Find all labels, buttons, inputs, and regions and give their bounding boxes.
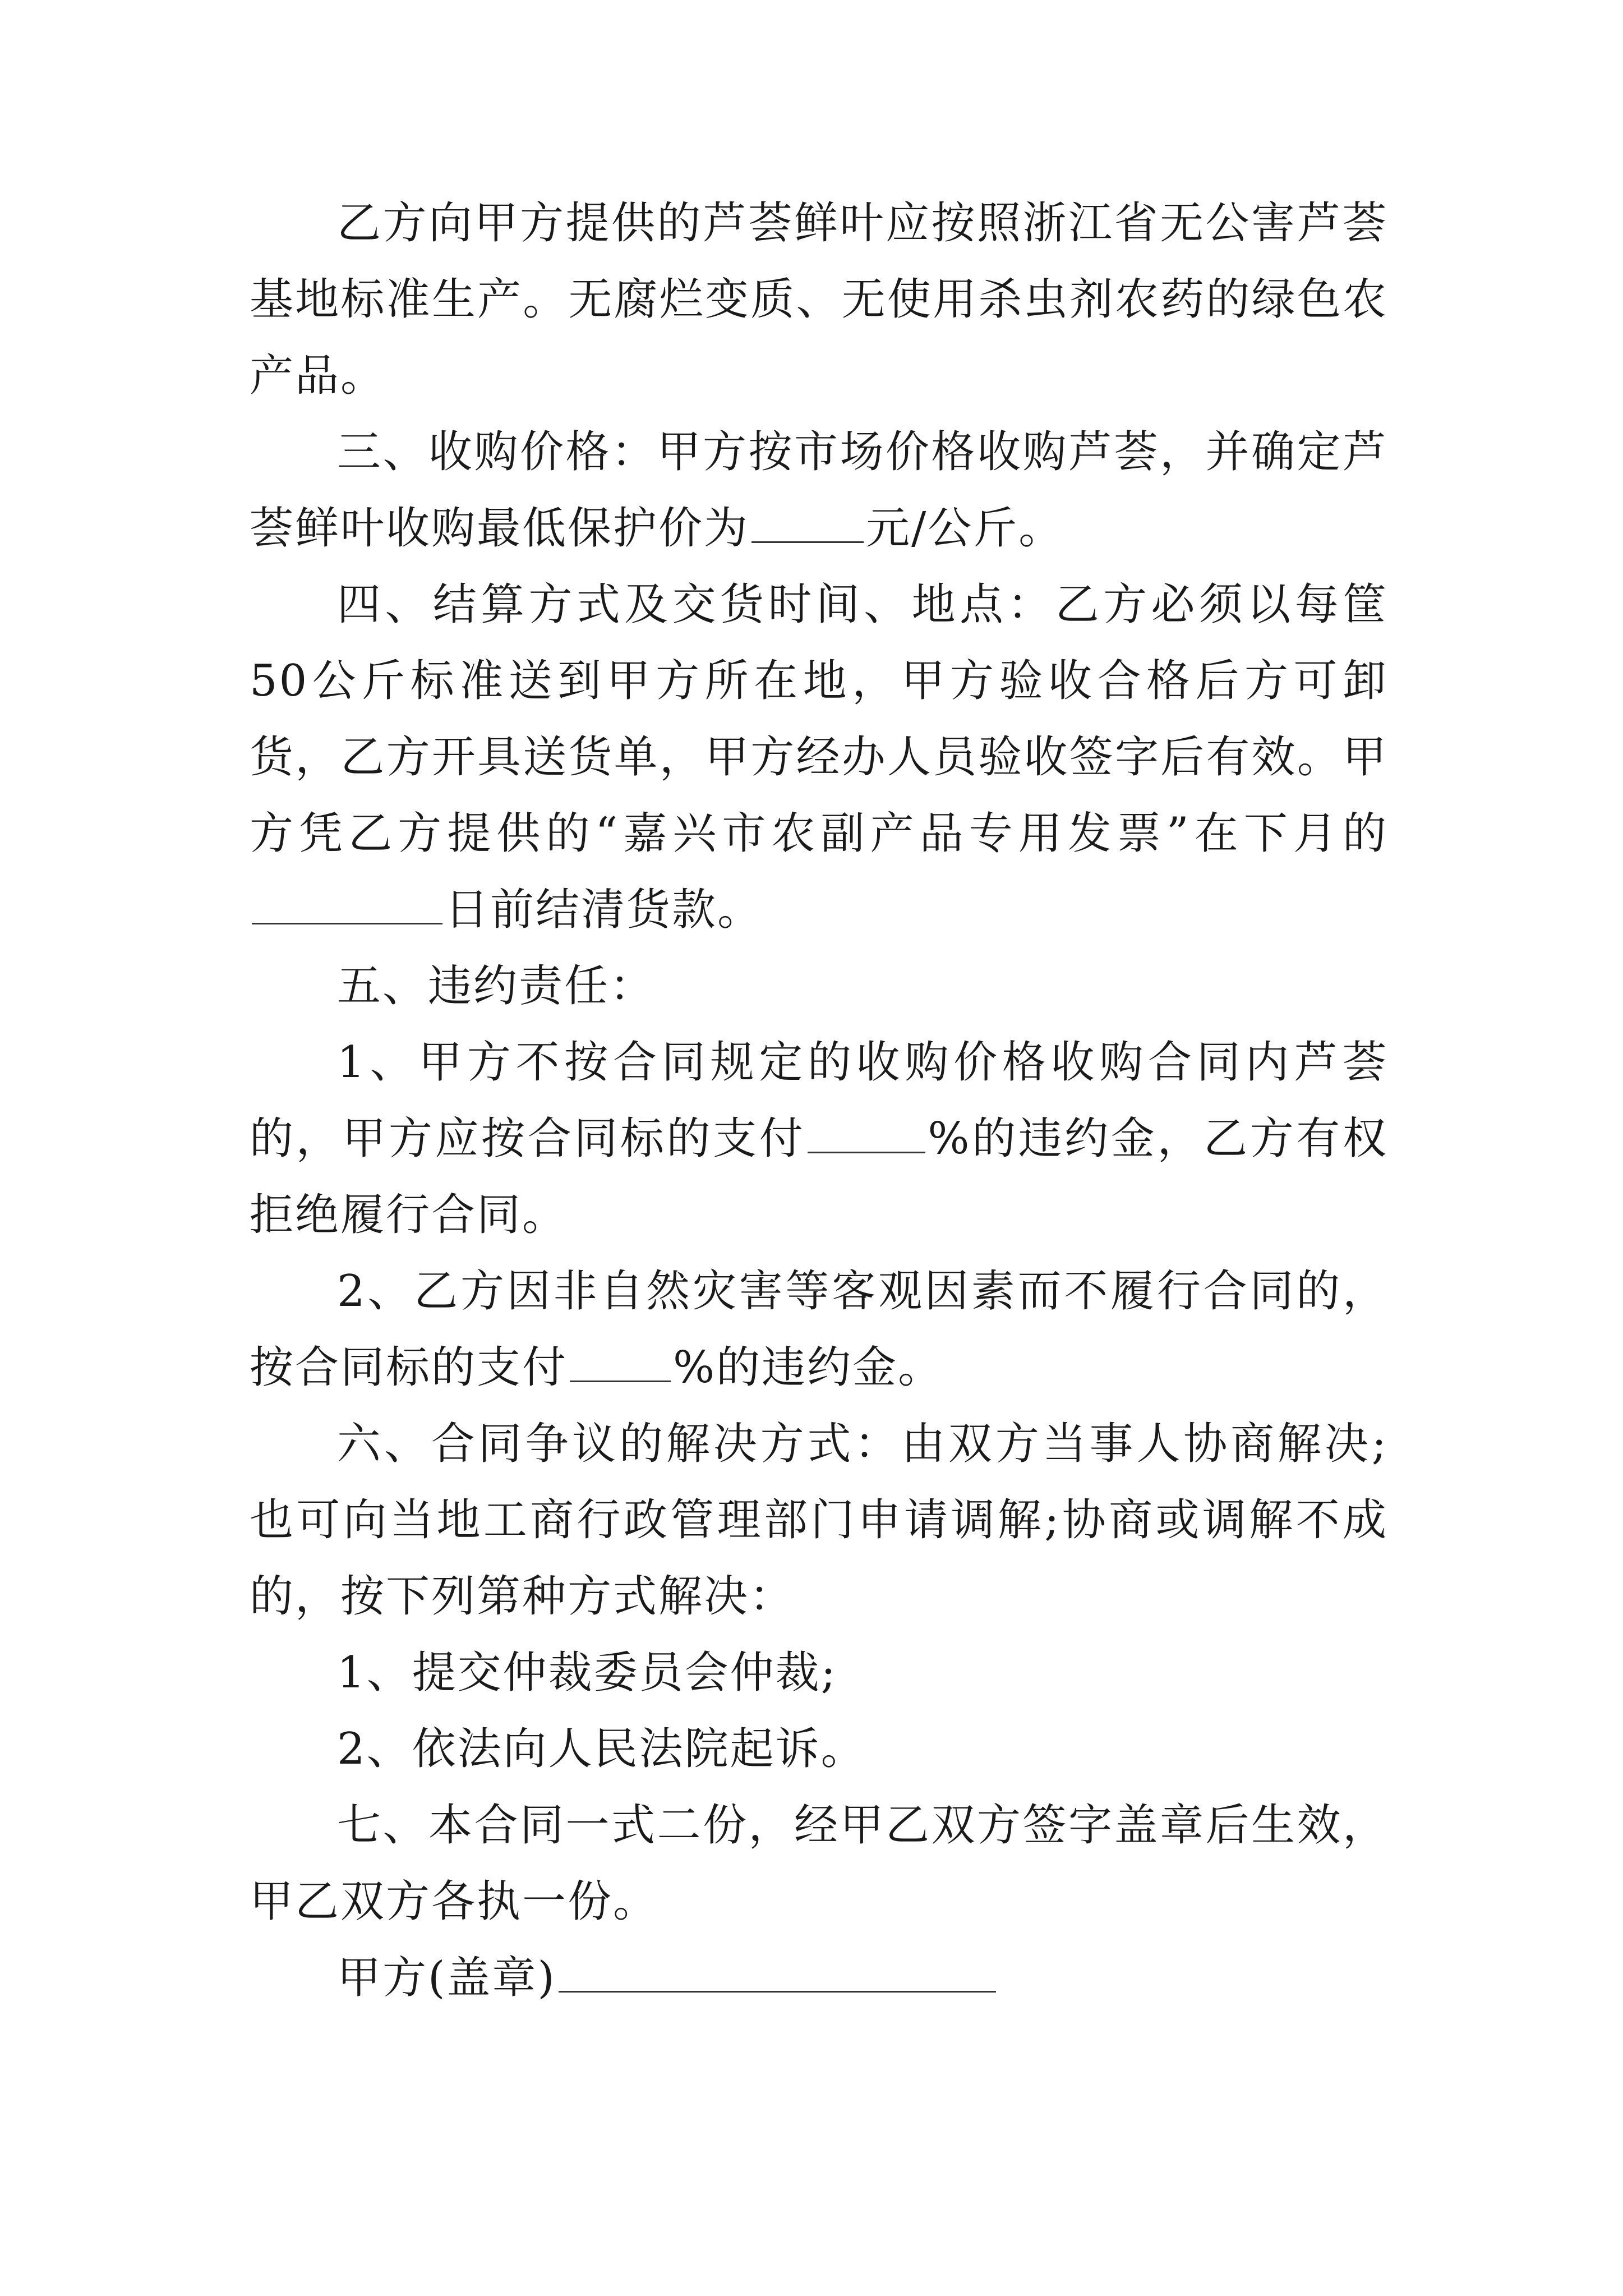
paragraph-liability-party-a (250, 1024, 1388, 1253)
paragraph-litigation (250, 1711, 1388, 1787)
liability-a-end-text: %的违约金，乙方有权拒绝履行合同。 (250, 1114, 1388, 1240)
liability-a-text: 1、甲方不按合同规定的收购价格收购合同内芦荟的，甲方应按合同标的支付 (250, 1037, 1388, 1164)
settlement-end-text: 日前结清货款。 (445, 885, 763, 935)
party-a-seal-label: 甲方(盖章) (337, 1953, 556, 2003)
liability-b-end-text: %的违约金。 (673, 1342, 944, 1393)
dispute-resolution-text: 六、合同争议的解决方式：由双方当事人协商解决;也可向当地工商行政管理部门申请调解;协商或调解不成的，按下列第种方式解决： (250, 1419, 1388, 1622)
liability-heading: 五、违约责任： (337, 961, 656, 1011)
paragraph-dispute-resolution (250, 1406, 1388, 1635)
penalty-percent-a-blank (808, 1112, 925, 1153)
arbitration-text: 1、提交仲裁委员会仲裁; (337, 1648, 837, 1698)
liability-b-text: 2、乙方因非自然灾害等客观因素而不履行合同的，按合同标的支付 (250, 1266, 1388, 1393)
settlement-text: 四、结算方式及交货时间、地点：乙方必须以每筐50公斤标准送到甲方所在地，甲方验收合格后方可卸货，乙方开具送货单，甲方经办人员验收签字后有效。甲方凭乙方提供的“嘉兴市农副产品专用发票”在下月的 (250, 579, 1388, 859)
contract-body (250, 185, 1388, 2016)
paragraph-liability-party-b (250, 1253, 1388, 1406)
paragraph-liability-heading (250, 948, 1388, 1024)
min-price-blank (751, 502, 864, 543)
quality-standard-text: 乙方向甲方提供的芦荟鲜叶应按照浙江省无公害芦荟基地标准生产。无腐烂变质、无使用杀虫剂农药的绿色农产品。 (250, 198, 1388, 401)
litigation-text: 2、依法向人民法院起诉。 (337, 1724, 866, 1774)
copies-text: 七、本合同一式二份，经甲乙双方签字盖章后生效，甲乙双方各执一份。 (250, 1800, 1388, 1927)
paragraph-quality-standard (250, 185, 1388, 414)
paragraph-purchase-price (250, 414, 1388, 567)
party-a-signature-blank (559, 1952, 996, 1993)
settlement-day-blank (252, 884, 442, 924)
paragraph-copies (250, 1787, 1388, 1940)
purchase-price-text: 三、收购价格：甲方按市场价格收购芦荟，并确定芦荟鲜叶收购最低保护价为 (250, 427, 1388, 554)
penalty-percent-b-blank (570, 1341, 671, 1382)
price-unit-text: 元/公斤。 (866, 503, 1064, 554)
paragraph-arbitration (250, 1635, 1388, 1711)
paragraph-settlement (250, 567, 1388, 948)
paragraph-party-a-signature (250, 1940, 1388, 2016)
